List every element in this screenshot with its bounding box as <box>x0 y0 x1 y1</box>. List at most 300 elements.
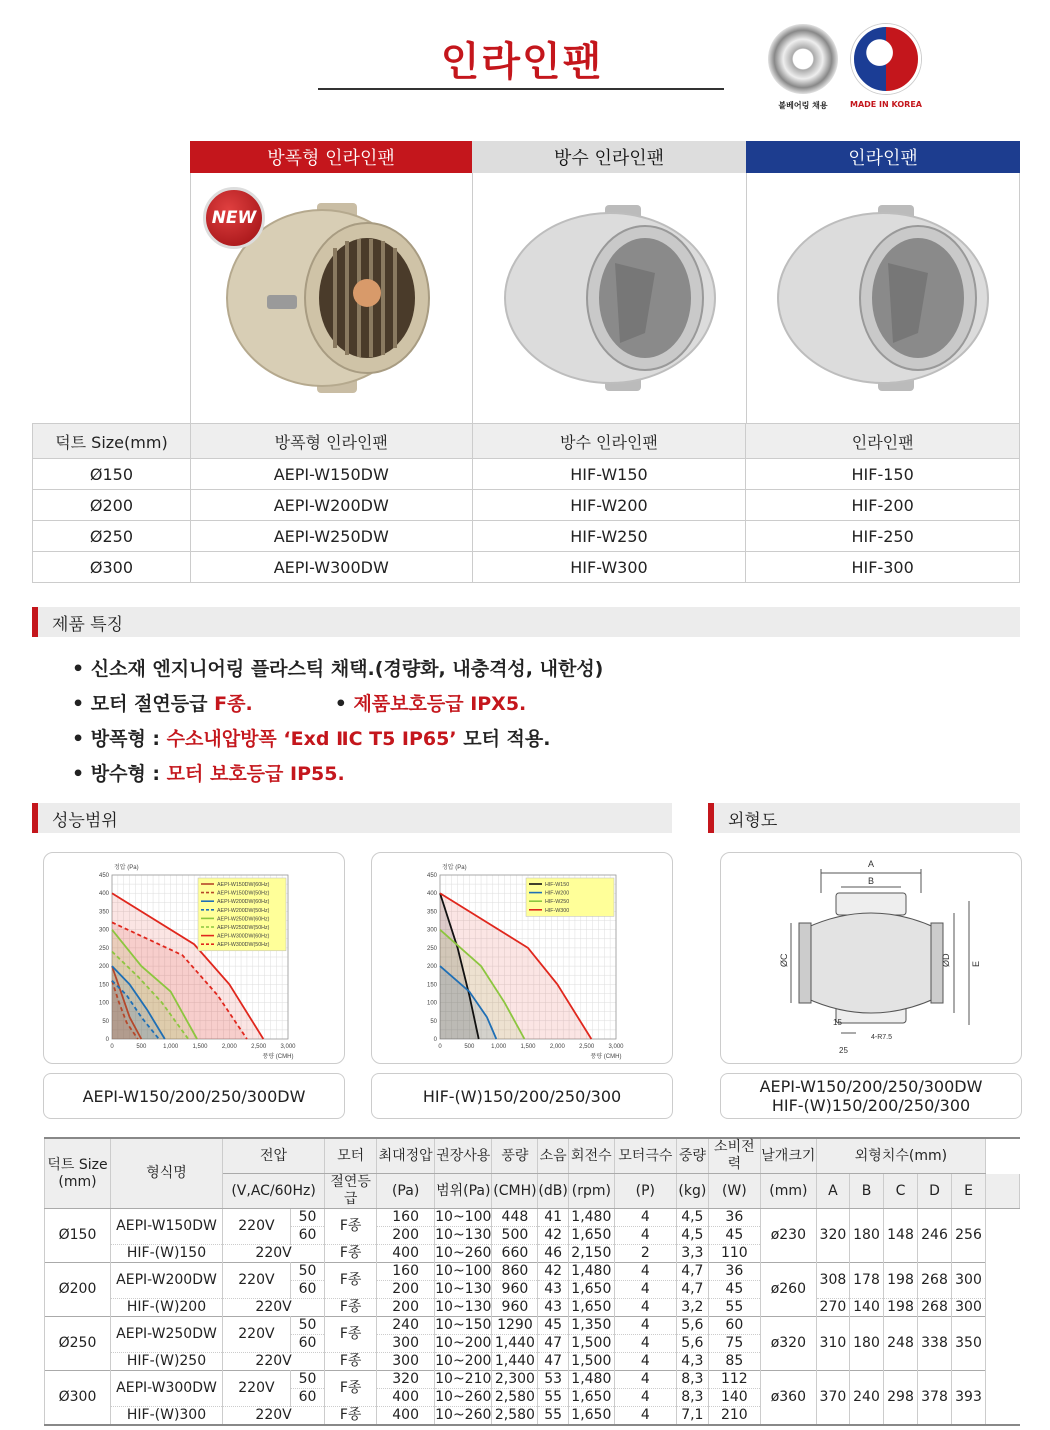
table-header: 방폭형 인라인팬 <box>190 424 472 459</box>
dimension-cell: 180 <box>850 1317 884 1371</box>
table-cell: 4,5 <box>676 1227 708 1245</box>
fan-dimension-drawing <box>721 853 1021 1063</box>
dimension-cell: 338 <box>918 1317 952 1371</box>
table-cell: HIF-W200 <box>472 490 746 521</box>
model-name-cell: AEPI-W300DW <box>111 1371 223 1407</box>
table-cell: 4,7 <box>676 1263 708 1281</box>
y-tick-label: 200 <box>426 964 437 971</box>
legend-label: AEPI-W200DW(50Hz) <box>217 907 270 914</box>
table-row <box>45 1299 1020 1317</box>
table-cell: 960 <box>492 1281 538 1299</box>
performance-chart-hif <box>371 852 673 1064</box>
spec-header: (mm) <box>760 1174 816 1209</box>
table-cell: 5,6 <box>676 1335 708 1353</box>
table-cell: 4,5 <box>676 1209 708 1227</box>
y-tick-label: 300 <box>98 927 109 934</box>
x-axis-label: 풍량 (CMH) <box>590 1054 622 1060</box>
legend-label: AEPI-W300DW(50Hz) <box>217 942 270 949</box>
dimension-cell: 350 <box>952 1317 986 1371</box>
dimension-cell: 370 <box>816 1371 849 1426</box>
y-tick-label: 450 <box>98 873 109 879</box>
table-cell: 4 <box>614 1353 676 1371</box>
table-cell: 1,480 <box>568 1263 614 1281</box>
dimension-cell: 393 <box>952 1371 986 1426</box>
legend-label: AEPI-W300DW(60Hz) <box>217 933 270 940</box>
made-in-korea-label: MADE IN KOREA <box>850 100 922 109</box>
table-cell: 1290 <box>492 1317 538 1335</box>
dim-label: ØC <box>779 953 789 967</box>
table-cell: AEPI-W200DW <box>190 490 472 521</box>
table-header: 방수 인라인팬 <box>472 424 746 459</box>
dimension-cell: 180 <box>850 1209 884 1263</box>
table-cell: 400 <box>377 1245 435 1263</box>
table-cell: 42 <box>538 1227 568 1245</box>
table-header-row <box>33 424 1020 459</box>
dimension-cell: 140 <box>850 1299 884 1317</box>
table-cell: 10~260 <box>435 1245 492 1261</box>
x-tick-label: 2,500 <box>579 1044 595 1050</box>
model-name-cell: HIF-(W)300 <box>111 1407 223 1426</box>
blade-size-cell: ø260 <box>760 1263 816 1317</box>
x-tick-label: 3,000 <box>280 1044 296 1050</box>
x-tick-label: 3,000 <box>608 1044 624 1050</box>
table-cell: Ø300 <box>33 552 191 583</box>
dimension-cell: 268 <box>918 1299 952 1317</box>
table-cell: 41 <box>538 1209 568 1227</box>
table-cell: 8,3 <box>676 1371 708 1389</box>
frequency-cell: 60 <box>290 1281 324 1299</box>
bearing-icon <box>768 24 838 94</box>
table-row <box>33 490 1020 521</box>
table-cell: 45 <box>708 1227 760 1245</box>
chart-svg <box>44 853 344 1063</box>
product-col-standard: 인라인팬 <box>746 141 1020 173</box>
table-cell: 860 <box>492 1263 538 1281</box>
blade-size-cell: ø230 <box>760 1209 816 1263</box>
y-tick-label: 250 <box>98 945 109 952</box>
y-tick-label: 50 <box>102 1018 109 1025</box>
spec-header: 외형치수(mm) <box>816 1138 985 1174</box>
table-cell: 42 <box>538 1263 568 1281</box>
table-cell: 448 <box>492 1209 538 1227</box>
table-cell: 1,480 <box>568 1371 614 1389</box>
frequency-cell: 60 <box>290 1227 324 1245</box>
spec-header: (dB) <box>538 1174 568 1209</box>
table-cell: 110 <box>708 1245 760 1263</box>
table-cell: Ø250 <box>33 521 191 552</box>
outline-caption: AEPI-W150/200/250/300DW HIF-(W)150/200/250/300 <box>720 1073 1022 1119</box>
legend-label: AEPI-W150DW(60Hz) <box>217 882 270 888</box>
table-cell: 8,3 <box>676 1389 708 1407</box>
outline-section-header: 외형도 <box>708 803 1020 833</box>
table-cell: 4 <box>614 1389 676 1407</box>
x-axis-label: 풍량 (CMH) <box>262 1054 294 1060</box>
dimension-cell: 198 <box>884 1263 918 1299</box>
spec-header: 모터 <box>325 1138 377 1174</box>
dim-label: ØD <box>941 953 951 967</box>
spec-header: E <box>952 1174 986 1209</box>
table-cell: HIF-W250 <box>472 521 746 552</box>
y-tick-label: 150 <box>426 982 437 989</box>
dimension-cell: 378 <box>918 1371 952 1426</box>
spec-header: 회전수 <box>568 1138 614 1174</box>
spec-header: 풍량 <box>492 1138 538 1174</box>
duct-size-cell: Ø150 <box>45 1209 111 1263</box>
table-cell: 300 <box>377 1353 435 1371</box>
table-cell: 1,440 <box>492 1353 538 1371</box>
table-cell: 160 <box>377 1209 435 1227</box>
spec-header: A <box>816 1174 849 1209</box>
model-name-cell: AEPI-W250DW <box>111 1317 223 1353</box>
dimension-cell: 240 <box>850 1371 884 1426</box>
legend-label: HIF-W250 <box>545 899 570 906</box>
product-image-waterproof <box>472 173 746 423</box>
voltage-cell: 220V <box>223 1299 325 1317</box>
spec-header: (Pa) <box>377 1174 435 1209</box>
grey-fan-icon <box>495 183 725 413</box>
table-cell: HIF-150 <box>746 459 1020 490</box>
table-cell: 210 <box>708 1407 760 1426</box>
chart-caption: AEPI-W150/200/250/300DW <box>43 1073 345 1119</box>
blade-size-cell: ø360 <box>760 1371 816 1426</box>
spec-header: (P) <box>614 1174 676 1209</box>
duct-size-cell: Ø250 <box>45 1317 111 1371</box>
x-tick-label: 1,500 <box>520 1044 536 1050</box>
table-cell: 2,580 <box>492 1389 538 1407</box>
table-cell: 1,650 <box>568 1227 614 1245</box>
x-tick-label: 1,500 <box>192 1044 208 1050</box>
table-cell: 10~130 <box>435 1299 492 1315</box>
table-cell: 10~100 <box>435 1263 492 1279</box>
spec-header: 중량 <box>676 1138 708 1174</box>
y-tick-label: 350 <box>426 909 437 916</box>
table-cell: 1,500 <box>568 1353 614 1371</box>
x-tick-label: 0 <box>438 1044 442 1050</box>
table-cell: 112 <box>708 1371 760 1389</box>
table-cell: 47 <box>538 1353 568 1371</box>
spec-header: 덕트 Size (mm) <box>45 1138 111 1209</box>
y-tick-label: 200 <box>98 964 109 971</box>
legend-label: AEPI-W150DW(50Hz) <box>217 890 270 897</box>
x-tick-label: 2,500 <box>251 1044 267 1050</box>
legend-label: AEPI-W250DW(50Hz) <box>217 925 270 931</box>
voltage-cell: 220V <box>223 1263 291 1299</box>
dimension-cell: 268 <box>918 1263 952 1299</box>
spec-header: (rpm) <box>568 1174 614 1209</box>
frequency-cell: 50 <box>290 1371 324 1389</box>
spec-header <box>986 1174 1020 1209</box>
spec-header: 전압 <box>223 1138 325 1174</box>
spec-header: (kg) <box>676 1174 708 1209</box>
frequency-cell: 50 <box>290 1209 324 1227</box>
dimension-cell: 198 <box>884 1299 918 1317</box>
legend-label: HIF-W150 <box>545 882 570 888</box>
table-cell: 10~150 <box>435 1317 492 1333</box>
spec-header: 형식명 <box>111 1138 223 1209</box>
product-image-standard <box>746 173 1020 423</box>
product-gallery <box>32 141 1020 423</box>
dimension-cell: 310 <box>816 1317 849 1371</box>
table-cell: AEPI-W300DW <box>190 552 472 583</box>
dim-label: 25 <box>839 1046 848 1055</box>
table-cell: 5,6 <box>676 1317 708 1335</box>
table-cell: HIF-300 <box>746 552 1020 583</box>
legend-label: AEPI-W250DW(60Hz) <box>217 916 270 923</box>
table-cell: 55 <box>538 1389 568 1407</box>
dim-label: B <box>867 876 875 886</box>
table-cell: HIF-200 <box>746 490 1020 521</box>
y-tick-label: 400 <box>426 891 437 898</box>
x-tick-label: 2,000 <box>221 1044 237 1050</box>
y-tick-label: 100 <box>426 1000 437 1007</box>
model-name-cell: HIF-(W)150 <box>111 1245 223 1263</box>
table-cell: 500 <box>492 1227 538 1245</box>
table-cell: 4 <box>614 1263 676 1281</box>
table-cell: 240 <box>377 1317 435 1335</box>
insulation-cell: F종 <box>325 1245 377 1263</box>
table-cell: 1,650 <box>568 1299 614 1317</box>
dimension-cell: 248 <box>884 1317 918 1371</box>
table-cell: 1,650 <box>568 1281 614 1299</box>
table-cell: 400 <box>377 1389 435 1407</box>
y-tick-label: 250 <box>426 945 437 952</box>
table-row <box>45 1209 1020 1227</box>
feature-item: • 방수형 : 모터 보호등급 IP55. <box>72 763 345 785</box>
model-table <box>32 423 1020 583</box>
dimension-cell: 300 <box>952 1299 986 1317</box>
taegeuk-icon <box>851 24 921 94</box>
table-cell: HIF-250 <box>746 521 1020 552</box>
insulation-cell: F종 <box>325 1353 377 1371</box>
table-cell: 960 <box>492 1299 538 1317</box>
chart-caption: HIF-(W)150/200/250/300 <box>371 1073 673 1119</box>
table-cell: Ø200 <box>33 490 191 521</box>
table-cell: HIF-W300 <box>472 552 746 583</box>
y-axis-label: 정압 (Pa) <box>442 865 467 871</box>
table-cell: 45 <box>708 1281 760 1299</box>
table-cell: 10~100 <box>435 1209 492 1225</box>
dimension-cell: 320 <box>816 1209 849 1263</box>
spec-header: B <box>850 1174 884 1209</box>
table-cell: 3,3 <box>676 1245 708 1263</box>
dim-label: 4-R7.5 <box>871 1034 893 1041</box>
table-cell: 1,650 <box>568 1389 614 1407</box>
x-tick-label: 1,000 <box>163 1044 179 1050</box>
table-cell: 75 <box>708 1335 760 1353</box>
x-tick-label: 1,000 <box>491 1044 507 1050</box>
table-cell: 4,7 <box>676 1281 708 1299</box>
table-cell: 2,150 <box>568 1245 614 1263</box>
spec-table <box>44 1137 1020 1426</box>
y-tick-label: 50 <box>430 1018 437 1025</box>
table-cell: 10~210 <box>435 1371 492 1387</box>
spec-header: 권장사용 <box>435 1138 492 1174</box>
x-tick-label: 500 <box>464 1044 475 1050</box>
table-cell: AEPI-W150DW <box>190 459 472 490</box>
dimension-cell: 148 <box>884 1209 918 1263</box>
voltage-cell: 220V <box>223 1245 325 1263</box>
insulation-cell: F종 <box>325 1263 377 1299</box>
y-tick-label: 0 <box>433 1037 437 1043</box>
y-tick-label: 400 <box>98 891 109 898</box>
features-section-header: 제품 특징 <box>32 607 1020 637</box>
table-cell: 1,350 <box>568 1317 614 1335</box>
new-badge: NEW <box>203 187 265 249</box>
table-cell: 4 <box>614 1209 676 1227</box>
table-cell: 4,3 <box>676 1353 708 1371</box>
model-name-cell: HIF-(W)200 <box>111 1299 223 1317</box>
table-cell: 46 <box>538 1245 568 1263</box>
table-cell: 4 <box>614 1371 676 1389</box>
table-cell: 55 <box>538 1407 568 1426</box>
spec-header: (CMH) <box>492 1174 538 1209</box>
spec-header: 모터극수 <box>614 1138 676 1174</box>
table-cell: 160 <box>377 1263 435 1281</box>
table-cell: 10~200 <box>435 1353 492 1369</box>
table-row <box>45 1263 1020 1281</box>
table-cell: 2 <box>614 1245 676 1263</box>
performance-section-header: 성능범위 <box>32 803 672 833</box>
duct-size-cell: Ø300 <box>45 1371 111 1426</box>
table-cell: 85 <box>708 1353 760 1371</box>
dimension-cell: 270 <box>816 1299 849 1317</box>
y-tick-label: 350 <box>98 909 109 916</box>
table-cell: 10~260 <box>435 1407 492 1423</box>
frequency-cell: 60 <box>290 1335 324 1353</box>
table-cell: 4 <box>614 1317 676 1335</box>
voltage-cell: 220V <box>223 1407 325 1426</box>
insulation-cell: F종 <box>325 1407 377 1426</box>
model-name-cell: AEPI-W150DW <box>111 1209 223 1245</box>
frequency-cell: 50 <box>290 1263 324 1281</box>
spec-header-row <box>45 1138 1020 1174</box>
made-in-korea-badge <box>850 24 922 109</box>
legend-box <box>198 878 286 951</box>
features-list <box>72 652 603 792</box>
table-cell: 200 <box>377 1299 435 1317</box>
spec-header: (W) <box>708 1174 760 1209</box>
y-tick-label: 450 <box>426 873 437 879</box>
legend-label: HIF-W300 <box>545 907 570 914</box>
table-header: 인라인팬 <box>746 424 1020 459</box>
table-cell: 53 <box>538 1371 568 1389</box>
table-cell: Ø150 <box>33 459 191 490</box>
dim-label: A <box>867 859 875 869</box>
spec-header: D <box>918 1174 952 1209</box>
table-cell: 45 <box>538 1317 568 1335</box>
spec-header: 절연등급 <box>325 1174 377 1209</box>
table-row <box>33 552 1020 583</box>
table-cell: 4 <box>614 1227 676 1245</box>
duct-size-cell: Ø200 <box>45 1263 111 1317</box>
y-tick-label: 300 <box>426 927 437 934</box>
table-cell: 10~260 <box>435 1389 492 1405</box>
table-row <box>33 459 1020 490</box>
grey-fan-icon <box>768 183 998 413</box>
dimension-cell: 246 <box>918 1209 952 1263</box>
table-cell: 4 <box>614 1335 676 1353</box>
dimension-cell: 298 <box>884 1371 918 1426</box>
model-name-cell: HIF-(W)250 <box>111 1353 223 1371</box>
dim-label: E <box>971 960 981 967</box>
table-cell: 10~130 <box>435 1281 492 1297</box>
dimension-cell: 256 <box>952 1209 986 1263</box>
table-cell: 140 <box>708 1389 760 1407</box>
table-cell: 36 <box>708 1209 760 1227</box>
dimension-cell: 178 <box>850 1263 884 1299</box>
table-cell: 4 <box>614 1407 676 1426</box>
x-tick-label: 2,000 <box>549 1044 565 1050</box>
table-cell: 43 <box>538 1299 568 1317</box>
table-cell: 43 <box>538 1281 568 1299</box>
ball-bearing-label: 볼베어링 채용 <box>778 101 828 110</box>
table-cell: 1,440 <box>492 1335 538 1353</box>
frequency-cell: 50 <box>290 1317 324 1335</box>
table-cell: 55 <box>708 1299 760 1317</box>
table-cell: 400 <box>377 1407 435 1426</box>
table-cell: 1,650 <box>568 1407 614 1426</box>
outline-drawing <box>720 852 1022 1064</box>
table-cell: 47 <box>538 1335 568 1353</box>
spec-header: 소음 <box>538 1138 568 1174</box>
chart-svg <box>372 853 672 1063</box>
voltage-cell: 220V <box>223 1317 291 1353</box>
frequency-cell: 60 <box>290 1389 324 1407</box>
table-cell: 7,1 <box>676 1407 708 1426</box>
table-cell: 200 <box>377 1281 435 1299</box>
product-col-waterproof: 방수 인라인팬 <box>472 141 746 173</box>
x-tick-label: 500 <box>136 1044 147 1050</box>
spec-header: 날개크기 <box>760 1138 816 1174</box>
performance-chart-aepi <box>43 852 345 1064</box>
table-cell: 200 <box>377 1227 435 1245</box>
table-row <box>45 1317 1020 1335</box>
dim-label: 15 <box>833 1018 842 1027</box>
table-row <box>33 521 1020 552</box>
legend-label: HIF-W200 <box>545 890 570 897</box>
table-cell: 300 <box>377 1335 435 1353</box>
voltage-cell: 220V <box>223 1371 291 1407</box>
table-cell: 660 <box>492 1245 538 1263</box>
table-cell: 4 <box>614 1281 676 1299</box>
table-cell: 10~130 <box>435 1227 492 1243</box>
spec-header: 최대정압 <box>377 1138 435 1174</box>
page-title: 인라인팬 <box>440 39 604 85</box>
y-tick-label: 100 <box>98 1000 109 1007</box>
table-cell: 320 <box>377 1371 435 1389</box>
model-name-cell: AEPI-W200DW <box>111 1263 223 1299</box>
table-header: 덕트 Size(mm) <box>33 424 191 459</box>
x-tick-label: 0 <box>110 1044 114 1050</box>
y-tick-label: 150 <box>98 982 109 989</box>
table-cell: 4 <box>614 1299 676 1317</box>
voltage-cell: 220V <box>223 1353 325 1371</box>
title-underline <box>318 88 724 90</box>
spec-header: 소비전력 <box>708 1138 760 1174</box>
dimension-cell: 300 <box>952 1263 986 1299</box>
table-cell: 3,2 <box>676 1299 708 1317</box>
insulation-cell: F종 <box>325 1209 377 1245</box>
product-col-explosion-proof: 방폭형 인라인팬 <box>190 141 472 173</box>
table-cell: 1,500 <box>568 1335 614 1353</box>
spec-header: C <box>884 1174 918 1209</box>
table-cell: 2,300 <box>492 1371 538 1389</box>
feature-item: • 모터 절연등급 F종. • 제품보호등급 IPX5. <box>72 693 527 715</box>
y-axis-label: 정압 (Pa) <box>114 865 139 871</box>
product-image-explosion-proof <box>190 173 472 423</box>
voltage-cell: 220V <box>223 1209 291 1245</box>
y-tick-label: 0 <box>105 1037 109 1043</box>
